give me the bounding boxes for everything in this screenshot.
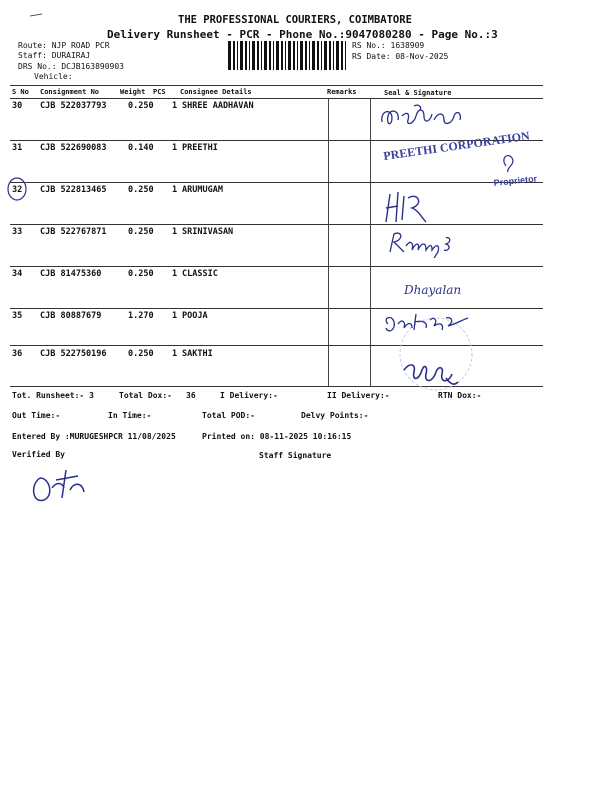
barcode-bar (240, 41, 243, 70)
row-consignment: CJB 522767871 (40, 227, 107, 237)
row-consignment: CJB 80887679 (40, 311, 102, 321)
barcode-bar (333, 41, 334, 70)
out-time: Out Time:- (12, 411, 61, 420)
barcode-bar (273, 41, 274, 70)
row-pcs: 1 (172, 101, 178, 111)
barcode-bar (341, 41, 343, 70)
row-pcs: 1 (172, 227, 178, 237)
row-consignment: CJB 522813465 (40, 185, 107, 195)
tot-runsheet: Tot. Runsheet:- 3 (12, 391, 94, 400)
row-consignment: CJB 81475360 (40, 269, 102, 279)
entered-by: Entered By :MURUGESHPCR 11/08/2025 (12, 432, 176, 441)
col-sno: S No (12, 88, 29, 96)
row-pcs: 1 (172, 143, 178, 153)
barcode-bar (312, 41, 315, 70)
company-stamp (376, 128, 546, 190)
barcode-bar (249, 41, 250, 70)
row-pcs: 1 (172, 185, 178, 195)
signature-row-34 (400, 276, 490, 300)
col-seal-signature: Seal & Signature (384, 89, 452, 97)
row-sno: 34 (12, 269, 23, 279)
barcode-bar (233, 41, 235, 70)
barcode-bar (309, 41, 310, 70)
barcode-bar (228, 41, 231, 70)
delvy-points: Delvy Points:- (301, 411, 369, 420)
table-top-rule (10, 85, 543, 86)
rs-number: RS No.: 1638909 (352, 41, 425, 50)
row-consignment: CJB 522690083 (40, 143, 107, 153)
ii-delivery: II Delivery:- (327, 391, 390, 400)
row-consignment: CJB 522750196 (40, 349, 107, 359)
row-sno: 30 (12, 101, 23, 111)
signature-row-34-text: Dhayalan (404, 283, 462, 297)
barcode-bar (293, 41, 295, 70)
barcode-bar (269, 41, 271, 70)
row-weight: 0.250 (128, 269, 154, 279)
barcode-bar (317, 41, 319, 70)
staff-signature-label: Staff Signature (259, 451, 332, 460)
row-weight: 0.250 (128, 227, 154, 237)
runsheet-title: Delivery Runsheet - PCR - Phone No.:9047080280 - Page No.:3 (107, 28, 498, 41)
remarks-right-border (370, 98, 371, 386)
barcode-bar (245, 41, 247, 70)
barcode-bar (297, 41, 298, 70)
row-sno: 36 (12, 349, 23, 359)
row-sno: 31 (12, 143, 23, 153)
in-time: In Time:- (108, 411, 152, 420)
barcode-bar (261, 41, 262, 70)
row-consignee: SRINIVASAN (182, 227, 234, 237)
stamp-proprietor: Proprietor (493, 173, 538, 188)
row-sno: 33 (12, 227, 23, 237)
barcode-bar (281, 41, 283, 70)
scan-mark (28, 10, 44, 20)
row-weight: 0.250 (128, 101, 154, 111)
remarks-left-border (328, 98, 329, 386)
row-pcs: 1 (172, 269, 178, 279)
row-consignee: POOJA (182, 311, 208, 321)
row-consignee: SAKTHI (182, 349, 213, 359)
rs-date: RS Date: 08-Nov-2025 (352, 52, 449, 61)
row-pcs: 1 (172, 311, 178, 321)
col-remarks: Remarks (327, 88, 357, 96)
table-header-rule (10, 98, 543, 99)
signature-row-36 (398, 356, 468, 388)
col-pcs: PCS (153, 88, 166, 96)
row-weight: 0.250 (128, 349, 154, 359)
row-sno: 32 (12, 185, 23, 195)
row-pcs: 1 (172, 349, 178, 359)
barcode-bar (237, 41, 238, 70)
verifier-signature (26, 464, 96, 508)
circle-mark (6, 176, 28, 202)
row-consignee: ARUMUGAM (182, 185, 223, 195)
row-consignment: CJB 522037793 (40, 101, 107, 111)
stamp-company-name: PREETHI CORPORATION (382, 128, 531, 163)
staff-text: Staff: DURAIRAJ (18, 51, 91, 60)
barcode-bar (329, 41, 331, 70)
barcode-bar (257, 41, 259, 70)
row-sno: 35 (12, 311, 23, 321)
row-consignee: SHREE AADHAVAN (182, 101, 254, 111)
barcode-bar (321, 41, 322, 70)
printed-on: Printed on: 08-11-2025 10:16:15 (202, 432, 352, 441)
signature-row-33 (386, 228, 466, 258)
verified-by: Verified By (12, 450, 65, 459)
barcode-bar (336, 41, 339, 70)
company-name: THE PROFESSIONAL COURIERS, COIMBATORE (178, 14, 412, 26)
row-divider (10, 266, 543, 267)
vehicle-text: Vehicle: (34, 72, 73, 81)
row-consignee: CLASSIC (182, 269, 218, 279)
row-divider (10, 224, 543, 225)
signature-row-32 (382, 188, 442, 228)
row-consignee: PREETHI (182, 143, 218, 153)
col-weight: Weight (120, 88, 146, 96)
route-text: Route: NJP ROAD PCR (18, 41, 110, 50)
barcode-bar (264, 41, 267, 70)
row-weight: 0.140 (128, 143, 154, 153)
barcode (228, 41, 350, 70)
col-consignment: Consignment No (40, 88, 100, 96)
rtn-dox: RTN Dox:- (438, 391, 482, 400)
barcode-bar (276, 41, 279, 70)
i-delivery: I Delivery:- (220, 391, 278, 400)
row-weight: 0.250 (128, 185, 154, 195)
barcode-bar (288, 41, 291, 70)
barcode-bar (252, 41, 255, 70)
total-pod: Total POD:- (202, 411, 255, 420)
total-dox-value: 36 (186, 391, 196, 400)
barcode-bar (300, 41, 303, 70)
row-weight: 1.270 (128, 311, 154, 321)
total-dox-label: Total Dox:- (119, 391, 172, 400)
drs-number: DRS No.: DCJB163890903 (18, 62, 124, 71)
barcode-bar (345, 41, 346, 70)
barcode-bar (285, 41, 286, 70)
barcode-bar (305, 41, 307, 70)
barcode-bar (324, 41, 327, 70)
col-consignee: Consignee Details (180, 88, 252, 96)
